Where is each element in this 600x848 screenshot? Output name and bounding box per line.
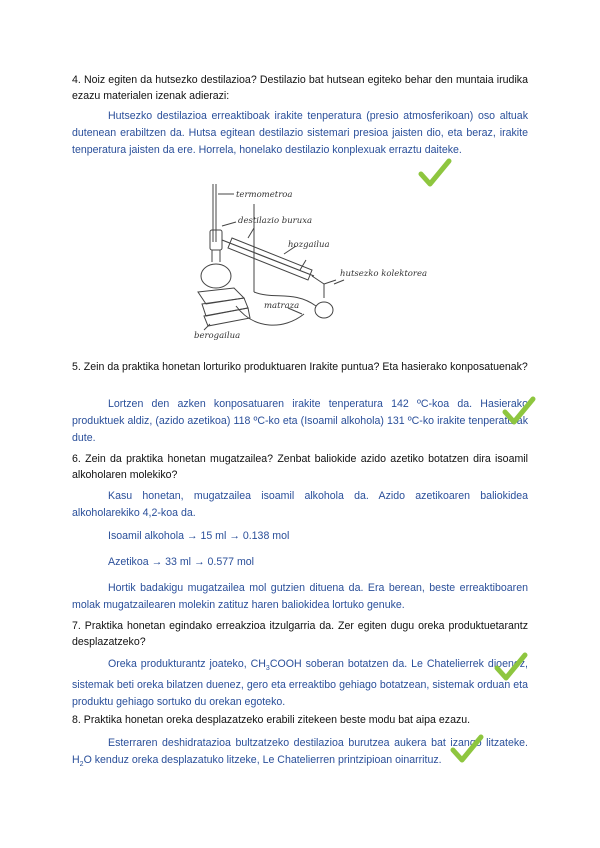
- receiving-flask-icon: [315, 302, 333, 318]
- answer-8-text-1: Esterraren deshidratazioa bultzatzeko destilazioa burutzea aukera bat izango litzateke. H: [72, 737, 528, 766]
- formula-azetikoa: Azetikoa → 33 ml → 0.577 mol: [108, 556, 255, 568]
- label-distillation-head: destilazio buruxa: [238, 216, 313, 226]
- answer-5: Lortzen den azken konposatuaren irakite tenperatura 142 ºC-koa da. Hasierako produktuek aldiz, (azido azetikoa) 118 ºC-ko eta (Isoamil alkohola) 131 ºC-ko irakite tenperaturak dute.: [72, 398, 528, 444]
- label-condenser: hozgailua: [288, 240, 330, 250]
- question-5: 5. Zein da praktika honetan lorturiko produktuaren Irakite puntua? Eta hasierako konposatuenak?: [72, 361, 528, 373]
- check-mark-icon: [494, 652, 528, 682]
- answer-7-subscript: 3: [265, 665, 270, 673]
- answer-8-text-2: O kenduz oreka desplazatuko litzeke, Le Chatelierren printzipioan oinarrituz.: [83, 754, 442, 766]
- label-heater: berogailua: [194, 331, 241, 341]
- label-thermometer: termometroa: [236, 190, 293, 200]
- question-4: 4. Noiz egiten da hutsezko destilazioa? Destilazio bat hutsean egiteko behar den muntaia irudika ezazu materialen izenak adierazi:: [72, 74, 528, 102]
- check-mark-icon: [450, 734, 484, 764]
- answer-4: Hutsezko destilazioa erreaktiboak irakite tenperatura (presio atmosferikoan) oso altuak dutenean erabiltzen da. Hutsa egitean destilazio sistemari presioa jaisten dio, eta beraz, irakite tenperatura jaisten da ere. Horrela, honelako destilazio konplexuak erraztu daiteke.: [72, 110, 528, 156]
- question-7: 7. Praktika honetan egindako erreakzioa itzulgarria da. Zer egiten dugu oreka produktuetarantz desplazatzeko?: [72, 620, 528, 648]
- check-mark-icon: [502, 396, 536, 426]
- answer-7-text-2: COOH soberan botatzen da. Le Chatelierrek dioenez, sistemak beti oreka bilatzen duenez, gero eta erreaktibo gehiago botatzean, sistemak orduan eta produktu gehiago sortuko du orekan egoteko.: [72, 658, 528, 709]
- formula-isoamil: Isoamil alkohola → 15 ml → 0.138 mol: [108, 530, 290, 542]
- question-8: 8. Praktika honetan oreka desplazatzeko erabili zitekeen beste modu bat aipa ezazu.: [72, 714, 471, 726]
- answer-6-part-2: Hortik badakigu mugatzailea mol gutzien dituena da. Era berean, beste erreaktiboaren molak mugatzailearen molekin zatituz haren baliokidea lortuko genuke.: [72, 582, 528, 611]
- label-vacuum-tail: hutsezko kolektorea: [340, 269, 428, 279]
- answer-7: [72, 656, 528, 711]
- answer-6-part-1: Kasu honetan, mugatzailea isoamil alkohola da. Azido azetikoaren baliokidea alkoholarekiko 4,2-koa da.: [72, 490, 528, 519]
- question-6: 6. Zein da praktika honetan mugatzailea? Zenbat baliokide azido azetiko botatzen dira isoamil alkoholaren molekiko?: [72, 453, 528, 481]
- round-bottom-flask-icon: [201, 264, 231, 288]
- answer-7-text-1: Oreka produkturantz joateko, CH: [108, 658, 266, 670]
- answer-8-subscript: 2: [79, 761, 84, 769]
- vacuum-distillation-diagram: [184, 180, 428, 341]
- check-mark-icon: [418, 158, 452, 188]
- label-flask: matraza: [264, 301, 300, 311]
